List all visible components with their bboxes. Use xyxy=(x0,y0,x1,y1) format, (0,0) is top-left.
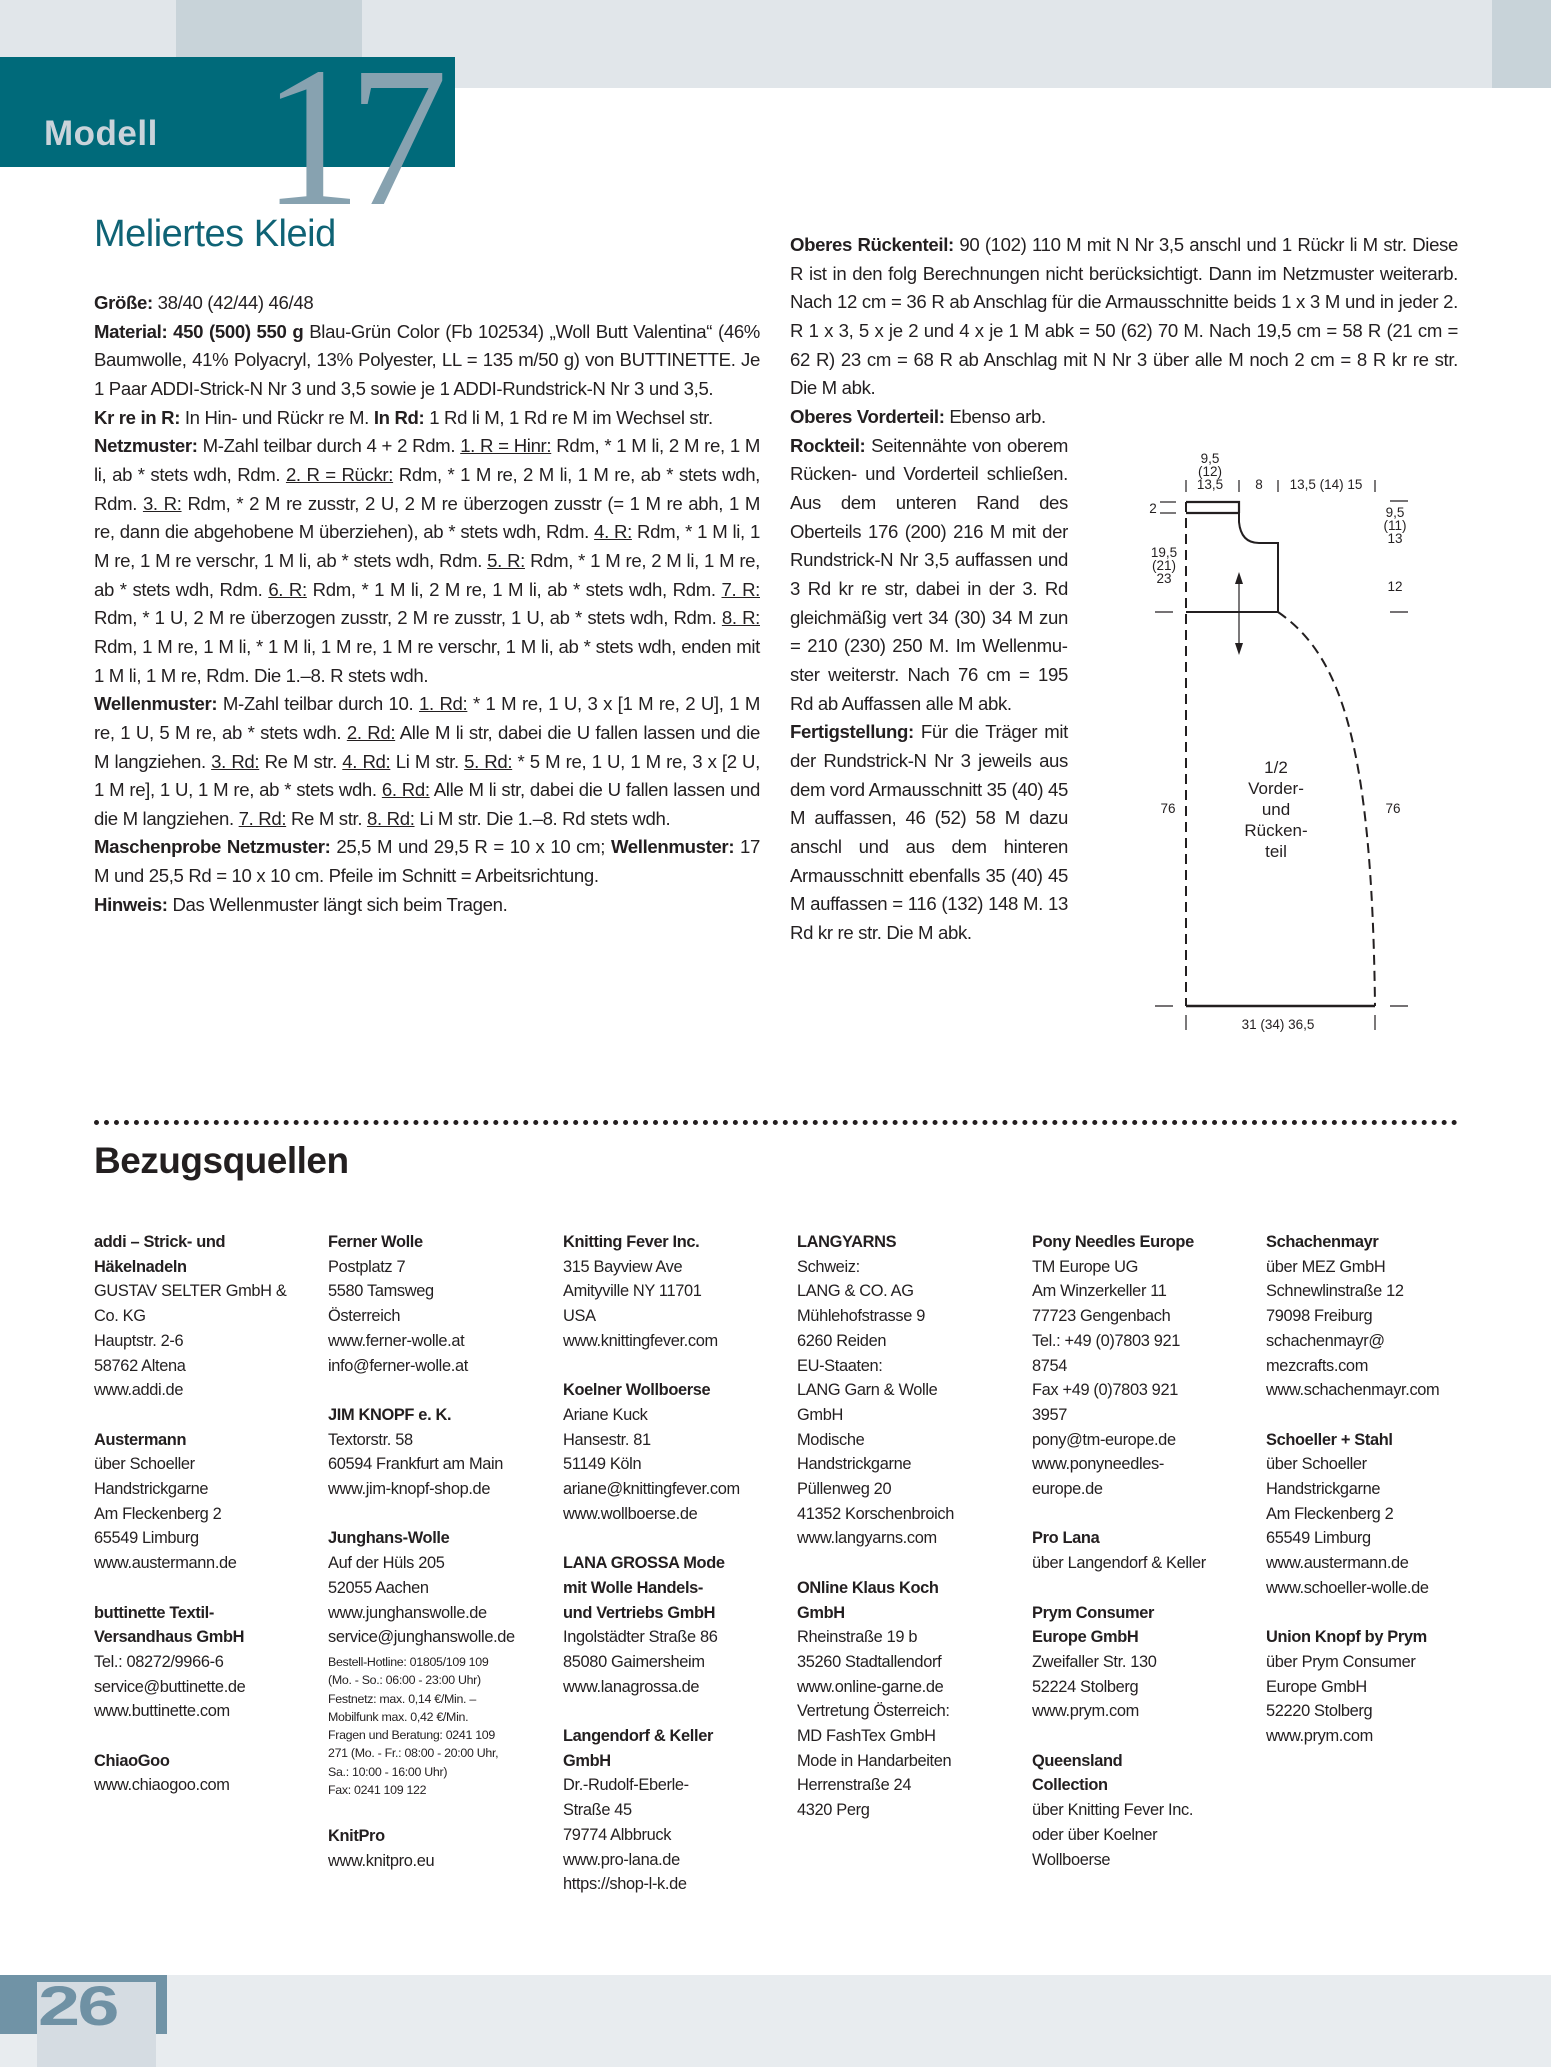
piece-label: und xyxy=(1261,800,1291,819)
sources-column xyxy=(1266,1230,1494,1773)
supplier-name: ONline Klaus Koch xyxy=(797,1578,939,1597)
supplier-name: Junghans-Wolle xyxy=(328,1529,450,1548)
supplier-entry xyxy=(563,1551,791,1699)
section-label: Material: 450 (500) 550 g xyxy=(94,320,310,342)
supplier-address-line: europe.de xyxy=(1032,1480,1103,1499)
supplier-entry xyxy=(563,1378,791,1526)
supplier-name: buttinette Textil- xyxy=(94,1603,214,1622)
supplier-entry xyxy=(1032,1601,1260,1725)
supplier-name: Schachenmayr xyxy=(1266,1233,1379,1251)
dim-label: 13,5 xyxy=(1196,477,1224,492)
instruction-text: Für die Träger mit der Rundstrick-N Nr 3 jeweils aus dem vord Armausschnitt 35 (40) 45 M auffassen, 46 (52) 58 M dazu anschl und aus dem hinteren Armausschnitt ebenfalls 35 (40) 45 M auffassen = 116 (132) 148 M. 13 Rd kr re str. Die M abk. xyxy=(790,721,1068,943)
supplier-address-line: Hansestr. 81 xyxy=(563,1430,651,1449)
dim-label: 9,5 xyxy=(1200,451,1220,466)
section-divider xyxy=(94,1120,1458,1125)
supplier-address-line: 52055 Aachen xyxy=(328,1578,429,1597)
header-band-accent-right xyxy=(1492,0,1551,88)
instruction-text: 25,5 M und 29,5 R = 10 x 10 cm; xyxy=(336,836,611,858)
supplier-contact-link[interactable]: www.buttinette.com xyxy=(94,1702,230,1721)
supplier-entry xyxy=(328,1526,556,1799)
hotline-line: Sa.: 10:00 - 16:00 Uhr) xyxy=(328,1764,448,1779)
instruction-text: * 5 M re, 1 U, 1 M re, 3 x [2 U, 1 M re], 1 U, 1 M re, ab * stets wdh. xyxy=(94,750,760,801)
supplier-address-line: 35260 Stadtallendorf xyxy=(797,1652,942,1671)
instruction-paragraph xyxy=(790,432,1068,719)
row-label: 7. Rd: xyxy=(238,807,287,829)
row-label: 1. R = Hinr: xyxy=(460,435,552,457)
supplier-address-line: Tel.: +49 (0)7803 921 xyxy=(1032,1331,1181,1350)
row-label: 4. R: xyxy=(594,521,632,543)
supplier-hotline-info xyxy=(328,1653,556,1799)
supplier-contact-link[interactable]: www.austermann.de xyxy=(1266,1554,1409,1573)
supplier-name: ChiaoGoo xyxy=(94,1751,170,1770)
hotline-line: Festnetz: max. 0,14 €/Min. – xyxy=(328,1691,476,1706)
row-label: 8. Rd: xyxy=(367,807,415,829)
supplier-name: Koelner Wollboerse xyxy=(563,1381,711,1400)
instruction-paragraph xyxy=(790,231,1458,403)
instruction-text: 38/40 (42/44) 46/48 xyxy=(157,292,314,313)
supplier-address-line: Ariane Kuck xyxy=(563,1405,648,1424)
supplier-address-line: Handstrickgarne xyxy=(797,1455,912,1474)
supplier-address-line: Herrenstraße 24 xyxy=(797,1776,912,1795)
instruction-text: 90 (102) 110 M mit N Nr 3,5 anschl und 1 Rückr li M str. Diese R ist in den folg Berechnungen nicht berücksichtigt. Dann im Netzmuster weiterarb. Nach 12 cm = 36 R ab Anschlag für die Armausschnitte beids 1 x 3 M und in jeder 2. R 1 x 3, 5 x je 2 und 4 x je 1 M abk = 50 (62) 70 M. Nach 19,5 cm = 58 R (21 cm = 62 R) 23 cm = 68 R ab Anschlag mit N Nr 3 über alle M noch 2 cm = 8 R kr re str. Die M abk. xyxy=(790,234,1459,399)
supplier-address-line: LANG Garn & Wolle xyxy=(797,1381,938,1400)
piece-label: teil xyxy=(1265,842,1287,861)
supplier-address-line: Wollboerse xyxy=(1032,1850,1111,1869)
supplier-address-line: 65549 Limburg xyxy=(1266,1529,1371,1548)
supplier-address-line: Am Fleckenberg 2 xyxy=(1266,1504,1394,1523)
supplier-address-line: Dr.-Rudolf-Eberle- xyxy=(563,1776,689,1795)
row-label: 4. Rd: xyxy=(342,750,391,772)
instruction-text: M-Zahl teilbar durch 4 + 2 Rdm. xyxy=(202,435,461,457)
supplier-address-line: über Schoeller xyxy=(94,1455,195,1474)
supplier-address-line: 5580 Tamsweg xyxy=(328,1282,434,1301)
supplier-entry xyxy=(1032,1230,1260,1502)
supplier-address-line: 4320 Perg xyxy=(797,1801,870,1820)
row-label: 3. Rd: xyxy=(211,750,260,772)
supplier-address-line: USA xyxy=(563,1307,596,1326)
supplier-entry xyxy=(797,1230,1025,1551)
supplier-address-line: Fax +49 (0)7803 921 xyxy=(1032,1381,1178,1400)
footer-band xyxy=(0,1975,1551,2067)
section-label: Größe: xyxy=(94,292,158,313)
instruction-text: M-Zahl teilbar durch 10. xyxy=(222,693,419,715)
supplier-entry xyxy=(1266,1625,1494,1749)
supplier-address-line: EU-Staaten: xyxy=(797,1356,883,1375)
dim-label: (11) xyxy=(1383,518,1407,533)
supplier-address-line: über MEZ GmbH xyxy=(1266,1257,1386,1276)
instruction-text: Li M str. xyxy=(390,750,465,772)
hotline-line: Fragen und Beratung: 0241 109 xyxy=(328,1728,495,1743)
instruction-paragraph xyxy=(790,718,1068,947)
supplier-address-line: 51149 Köln xyxy=(563,1455,642,1474)
instruction-text: Ebenso arb. xyxy=(949,406,1046,427)
supplier-address-line: Handstrickgarne xyxy=(1266,1480,1381,1499)
supplier-contact-link[interactable]: www.ferner-wolle.at xyxy=(328,1331,465,1350)
dim-label: 31 (34) 36,5 xyxy=(1241,1017,1315,1032)
supplier-name: Collection xyxy=(1032,1776,1108,1795)
supplier-address-line: Postplatz 7 xyxy=(328,1257,406,1276)
dim-label: 13,5 (14) 15 xyxy=(1289,477,1363,492)
supplier-name: Versandhaus GmbH xyxy=(94,1628,245,1647)
section-label: Rockteil: xyxy=(790,434,872,456)
supplier-contact-link[interactable]: www.addi.de xyxy=(94,1381,184,1400)
supplier-contact-link[interactable]: www.prym.com xyxy=(1266,1727,1373,1746)
supplier-entry xyxy=(328,1403,556,1502)
supplier-entry xyxy=(328,1824,556,1873)
sources-column xyxy=(1032,1230,1260,1897)
supplier-address-line: GmbH xyxy=(797,1405,843,1424)
instruction-text: Rdm, * 1 M re, 2 M li, 1 M re, ab * stets wdh, Rdm. xyxy=(94,463,760,514)
model-label: Modell xyxy=(44,114,158,153)
row-label: 6. R: xyxy=(268,578,307,600)
supplier-name: Langendorf & Keller xyxy=(563,1727,713,1746)
supplier-address-line: Püllenweg 20 xyxy=(797,1480,892,1499)
supplier-address-line: mezcrafts.com xyxy=(1266,1356,1369,1375)
supplier-contact-link[interactable]: www.austermann.de xyxy=(94,1554,237,1573)
supplier-name: Pony Needles Europe xyxy=(1032,1233,1194,1251)
supplier-entry xyxy=(563,1230,791,1354)
supplier-contact-link[interactable]: www.chiaogoo.com xyxy=(94,1776,230,1795)
supplier-contact-link[interactable]: www.schachenmayr.com xyxy=(1266,1381,1440,1400)
supplier-address-line: 65549 Limburg xyxy=(94,1529,199,1548)
instruction-text: Rdm, * 1 U, 2 M re überzogen zusstr, 2 M re zusstr, 1 U, ab * stets wdh, Rdm. xyxy=(94,607,722,629)
supplier-contact-link[interactable]: service@buttinette.de xyxy=(94,1677,246,1696)
supplier-entry xyxy=(94,1230,322,1403)
supplier-address-line: Auf der Hüls 205 xyxy=(328,1554,445,1573)
page-title: Meliertes Kleid xyxy=(94,213,336,255)
supplier-address-line: 79774 Albbruck xyxy=(563,1825,672,1844)
instruction-text: Das Wellenmuster längt sich beim Tragen. xyxy=(172,893,508,915)
supplier-name: Queensland xyxy=(1032,1751,1123,1770)
supplier-address-line: GUSTAV SELTER GmbH & xyxy=(94,1282,287,1301)
supplier-contact-link[interactable]: service@junghanswolle.de xyxy=(328,1628,515,1647)
supplier-name: Pro Lana xyxy=(1032,1529,1100,1548)
supplier-address-line: über Langendorf & Keller xyxy=(1032,1554,1206,1573)
supplier-contact-link[interactable]: www.langyarns.com xyxy=(797,1529,937,1548)
dim-label: (21) xyxy=(1151,558,1177,573)
instruction-text: Rdm, * 1 M li, 2 M re, 1 M li, ab * stets wdh, Rdm. xyxy=(94,435,760,485)
supplier-address-line: TM Europe UG xyxy=(1032,1257,1139,1276)
dim-label: 19,5 xyxy=(1150,545,1178,560)
supplier-name: LANGYARNS xyxy=(797,1233,897,1251)
supplier-contact-link[interactable]: www.ponyneedles- xyxy=(1032,1455,1164,1474)
supplier-name: Union Knopf by Prym xyxy=(1266,1628,1427,1647)
supplier-address-line: Amityville NY 11701 xyxy=(563,1282,702,1301)
supplier-contact-link[interactable]: www.jim-knopf-shop.de xyxy=(328,1480,491,1499)
hotline-line: Bestell-Hotline: 01805/109 109 xyxy=(328,1654,489,1669)
supplier-address-line: Modische xyxy=(797,1430,865,1449)
instruction-paragraph xyxy=(790,403,1068,432)
instruction-paragraph xyxy=(94,289,760,318)
supplier-name: GmbH xyxy=(797,1603,845,1622)
hotline-line: 271 (Mo. - Fr.: 08:00 - 20:00 Uhr, xyxy=(328,1746,499,1761)
supplier-address-line: 52220 Stolberg xyxy=(1266,1702,1373,1721)
instruction-text: Re M str. xyxy=(286,807,368,829)
supplier-address-line: MD FashTex GmbH xyxy=(797,1727,936,1746)
supplier-address-line: 3957 xyxy=(1032,1405,1068,1424)
supplier-contact-link[interactable]: www.pro-lana.de xyxy=(563,1850,680,1869)
supplier-name: Knitting Fever Inc. xyxy=(563,1233,700,1251)
instructions-left-column xyxy=(94,289,760,919)
supplier-contact-link[interactable]: info@ferner-wolle.at xyxy=(328,1356,468,1375)
supplier-name: addi – Strick- und xyxy=(94,1233,226,1251)
instruction-paragraph xyxy=(94,432,760,690)
supplier-address-line: 85080 Gaimersheim xyxy=(563,1652,705,1671)
instruction-paragraph xyxy=(94,690,760,833)
row-label: 3. R: xyxy=(142,492,182,514)
instruction-text: * 1 M re, 1 U, 3 x [1 M re, 2 U], 1 M re, 1 U, 5 M re, ab * stets wdh. xyxy=(94,693,760,743)
supplier-entry xyxy=(563,1724,791,1897)
supplier-address-line: Straße 45 xyxy=(563,1801,632,1820)
supplier-address-line: 41352 Korschenbroich xyxy=(797,1504,955,1523)
supplier-address-line: über Schoeller xyxy=(1266,1455,1367,1474)
supplier-address-line: über Knitting Fever Inc. xyxy=(1032,1801,1194,1820)
instruction-text: Rdm, * 1 M li, 2 M re, 1 M li, ab * stets wdh, Rdm. xyxy=(306,578,722,600)
sources-column xyxy=(797,1230,1025,1848)
sources-column xyxy=(563,1230,791,1922)
dim-label: 2 xyxy=(1149,501,1157,516)
piece-label: Vorder- xyxy=(1248,779,1304,798)
dim-label: 12 xyxy=(1387,579,1403,594)
dim-label: 76 xyxy=(1160,801,1176,816)
section-label: In Rd: xyxy=(373,406,430,428)
section-label: Maschenprobe Netzmuster: xyxy=(94,836,337,858)
supplier-entry xyxy=(1032,1749,1260,1873)
instruction-text: Rdm, * 1 M li, 1 M re, 1 M re verschr, 1 M li, ab * stets wdh, Rdm. xyxy=(94,521,760,571)
section-label: Netzmuster: xyxy=(94,435,203,457)
supplier-address-line: über Prym Consumer xyxy=(1266,1652,1416,1671)
supplier-name: Häkelnadeln xyxy=(94,1257,187,1276)
supplier-name: Prym Consumer xyxy=(1032,1603,1155,1622)
supplier-address-line: Am Fleckenberg 2 xyxy=(94,1504,222,1523)
row-label: 2. R = Rückr: xyxy=(285,463,394,485)
supplier-name: Europe GmbH xyxy=(1032,1628,1139,1647)
sources-column xyxy=(328,1230,556,1898)
instruction-text: Re M str. xyxy=(259,750,343,772)
supplier-address-line: 315 Bayview Ave xyxy=(563,1257,683,1276)
supplier-address-line: Vertretung Österreich: xyxy=(797,1702,950,1721)
bodice-outline xyxy=(1186,513,1278,612)
supplier-contact-link[interactable]: www.junghanswolle.de xyxy=(328,1603,487,1622)
supplier-name: JIM KNOPF e. K. xyxy=(328,1405,452,1424)
instruction-text: 17 M und 25,5 Rd = 10 x 10 cm. Pfeile im Schnitt = Arbeitsrichtung. xyxy=(94,836,761,887)
band-outline xyxy=(1186,502,1239,513)
instruction-text: Alle M li str, dabei die U fallen lassen und die M langziehen. xyxy=(94,779,761,829)
section-label: Wellenmuster: xyxy=(610,836,741,858)
supplier-address-line: Ingolstädter Straße 86 xyxy=(563,1628,718,1647)
supplier-entry xyxy=(1032,1526,1260,1575)
instruction-paragraph xyxy=(94,833,760,890)
section-label: Oberes Vorderteil: xyxy=(790,406,950,427)
supplier-address-line: 6260 Reiden xyxy=(797,1331,887,1350)
supplier-address-line: 8754 xyxy=(1032,1356,1068,1375)
model-number: 17 xyxy=(262,27,434,248)
supplier-name: Schoeller + Stahl xyxy=(1266,1430,1393,1449)
supplier-entry xyxy=(1266,1230,1494,1403)
section-label: Oberes Rückenteil: xyxy=(790,234,960,255)
hotline-line: Mobilfunk max. 0,42 €/Min. xyxy=(328,1709,469,1724)
instruction-text: Blau-Grün Color (Fb 102534) „Woll Butt Valentina“ (46% Baumwolle, 41% Polyacryl, 13% Polyester, LL = 135 m/50 g) von BUTTINETTE. Je 1 Paar ADDI-Strick-N Nr 3 und 3,5 sowie je 1 ADDI-Rundstrick-N Nr 3 und 3,5. xyxy=(94,320,760,399)
sources-column xyxy=(94,1230,322,1823)
supplier-address-line: Europe GmbH xyxy=(1266,1677,1367,1696)
supplier-address-line: 79098 Freiburg xyxy=(1266,1307,1373,1326)
supplier-address-line: Textorstr. 58 xyxy=(328,1430,413,1449)
supplier-contact-link[interactable]: www.knittingfever.com xyxy=(563,1331,718,1350)
instruction-paragraph xyxy=(94,404,760,433)
piece-label: Rücken- xyxy=(1244,821,1308,840)
supplier-address-line: Hauptstr. 2-6 xyxy=(94,1331,184,1350)
row-label: 8. R: xyxy=(721,607,760,629)
supplier-contact-link[interactable]: www.online-garne.de xyxy=(797,1677,944,1696)
sources-heading: Bezugsquellen xyxy=(94,1140,349,1181)
piece-label: 1/2 xyxy=(1264,758,1288,777)
supplier-address-line: Mühlehofstrasse 9 xyxy=(797,1307,925,1326)
supplier-entry xyxy=(328,1230,556,1378)
dim-label: 76 xyxy=(1385,801,1401,816)
section-label: Fertigstellung: xyxy=(790,721,921,743)
row-label: 5. Rd: xyxy=(464,750,513,772)
instructions-right-column xyxy=(790,231,1458,403)
supplier-contact-link[interactable]: www.knitpro.eu xyxy=(328,1851,435,1870)
hotline-line: Fax: 0241 109 122 xyxy=(328,1783,427,1797)
supplier-contact-link[interactable]: ariane@knittingfever.com xyxy=(563,1480,740,1499)
supplier-contact-link[interactable]: schachenmayr@ xyxy=(1266,1331,1385,1350)
instruction-text: Li M str. Die 1.–8. Rd stets wdh. xyxy=(414,807,671,829)
supplier-entry xyxy=(94,1749,322,1798)
supplier-address-line: Zweifaller Str. 130 xyxy=(1032,1652,1157,1671)
instruction-text: Alle M li str, dabei die U fallen lassen und die M langziehen. xyxy=(94,721,761,772)
section-label: Hinweis: xyxy=(94,893,173,915)
supplier-address-line: Handstrickgarne xyxy=(94,1480,209,1499)
instruction-text: Rdm, * 1 M re, 2 M li, 1 M re, ab * stets wdh, Rdm. xyxy=(94,549,760,600)
supplier-name: Austermann xyxy=(94,1430,187,1449)
supplier-address-line: Co. KG xyxy=(94,1307,146,1326)
supplier-contact-link[interactable]: www.schoeller-wolle.de xyxy=(1266,1578,1429,1597)
dim-label: 23 xyxy=(1156,571,1172,586)
row-label: 7. R: xyxy=(721,578,760,600)
supplier-entry xyxy=(94,1601,322,1725)
supplier-address-line: Schnewlinstraße 12 xyxy=(1266,1282,1404,1301)
supplier-address-line: oder über Koelner xyxy=(1032,1825,1158,1844)
supplier-name: LANA GROSSA Mode xyxy=(563,1554,725,1573)
supplier-address-line: LANG & CO. AG xyxy=(797,1282,914,1301)
supplier-name: Ferner Wolle xyxy=(328,1233,423,1251)
row-label: 6. Rd: xyxy=(381,779,430,801)
page-number: 26 xyxy=(38,1974,117,2037)
row-label: 1. Rd: xyxy=(419,693,468,715)
supplier-contact-link[interactable]: www.wollboerse.de xyxy=(563,1504,698,1523)
section-label: Kr re in R: xyxy=(94,406,185,428)
supplier-address-line: Tel.: 08272/9966-6 xyxy=(94,1652,224,1671)
supplier-name: mit Wolle Handels- xyxy=(563,1578,704,1597)
instructions-narrow-column xyxy=(790,403,1068,947)
instruction-text: Rdm, 1 M re, 1 M li, * 1 M li, 1 M re, 1 M re verschr, 1 M li, ab * stets wdh, enden mit 1 M li, 1 M re, Rdm. Die 1.–8. R stets wdh. xyxy=(94,635,760,686)
supplier-entry xyxy=(797,1576,1025,1823)
supplier-address-line: Schweiz: xyxy=(797,1257,860,1276)
supplier-name: KnitPro xyxy=(328,1826,385,1845)
supplier-address-line: Am Winzerkeller 11 xyxy=(1032,1282,1167,1301)
supplier-address-line: Rheinstraße 19 b xyxy=(797,1628,918,1647)
supplier-name: und Vertriebs GmbH xyxy=(563,1603,716,1622)
dim-label: 8 xyxy=(1255,477,1263,492)
dim-label: (12) xyxy=(1197,464,1223,479)
row-label: 5. R: xyxy=(487,549,525,571)
instruction-text: Seitennähte von oberem Rücken- und Vorderteil schließen. Aus dem unteren Rand des Oberteils 176 (200) 216 M mit der Rundstrick-N Nr 3,5 auffassen und 3 Rd kr re str, dabei in der 3. Rd gleichmäßig vert 34 (30) 34 M zun = 210 (230) 250 M. Im Wellenmuster weiterstr. Nach 76 cm = 195 Rd ab Auffassen alle M abk. xyxy=(790,434,1068,714)
instruction-text: In Hin- und Rückr re M. xyxy=(184,406,374,428)
instruction-text: 1 Rd li M, 1 Rd re M im Wechsel str. xyxy=(429,406,713,428)
dim-label: 13 xyxy=(1387,531,1403,546)
hotline-line: (Mo. - So.: 06:00 - 23:00 Uhr) xyxy=(328,1673,481,1688)
instruction-paragraph xyxy=(94,891,760,920)
supplier-entry xyxy=(1266,1428,1494,1601)
dim-label: 9,5 xyxy=(1385,505,1405,520)
supplier-address-line: 60594 Frankfurt am Main xyxy=(328,1455,504,1474)
supplier-contact-link[interactable]: www.lanagrossa.de xyxy=(563,1677,700,1696)
supplier-address-line: Österreich xyxy=(328,1307,401,1326)
supplier-address-line: 58762 Altena xyxy=(94,1356,186,1375)
supplier-address-line: 52224 Stolberg xyxy=(1032,1677,1139,1696)
instruction-paragraph xyxy=(94,318,760,404)
supplier-contact-link[interactable]: pony@tm-europe.de xyxy=(1032,1430,1176,1449)
supplier-contact-link[interactable]: https://shop-l-k.de xyxy=(563,1875,687,1894)
supplier-entry xyxy=(94,1428,322,1576)
supplier-address-line: 77723 Gengenbach xyxy=(1032,1307,1171,1326)
pattern-schematic xyxy=(1140,440,1440,1040)
supplier-contact-link[interactable]: www.prym.com xyxy=(1032,1702,1139,1721)
row-label: 2. Rd: xyxy=(346,721,396,743)
instruction-text: Rdm, * 2 M re zusstr, 2 U, 2 M re überzogen zusstr (= 1 M re abh, 1 M re, dann die abgehobene M überziehen), ab * stets wdh, Rdm. xyxy=(94,492,761,543)
supplier-name: GmbH xyxy=(563,1751,611,1770)
section-label: Wellenmuster: xyxy=(94,693,223,715)
skirt-side-seam xyxy=(1278,612,1375,1006)
supplier-address-line: Mode in Handarbeiten xyxy=(797,1751,952,1770)
